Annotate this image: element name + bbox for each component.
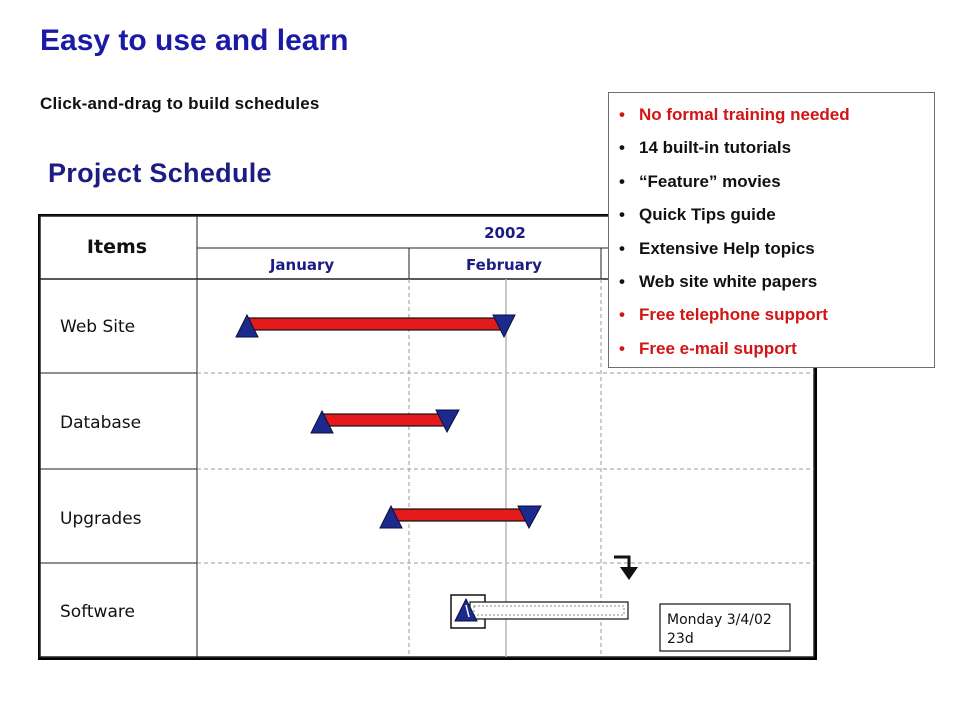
feature-text: Free telephone support — [639, 305, 828, 325]
month-label-february: February — [466, 256, 542, 274]
feature-item — [619, 202, 934, 235]
bullet-icon: • — [619, 271, 625, 291]
bullet-icon: • — [619, 305, 625, 325]
bullet-icon: • — [619, 238, 625, 258]
feature-item — [619, 102, 934, 135]
date-tooltip — [660, 604, 790, 651]
feature-item — [619, 302, 934, 335]
row-label-database: Database — [60, 413, 142, 433]
bullet-icon: • — [619, 105, 625, 124]
features-callout — [608, 92, 935, 368]
feature-item — [619, 269, 934, 302]
bullet-icon: • — [619, 338, 625, 358]
bullet-icon: • — [619, 205, 625, 225]
row-label-web-site: Web Site — [60, 317, 136, 337]
feature-item — [619, 135, 934, 168]
feature-text: Web site white papers — [639, 271, 818, 291]
tooltip-date: Monday 3/4/02 — [667, 612, 772, 628]
slide-subtitle: Click-and-drag to build schedules — [40, 94, 320, 113]
feature-text: 14 built-in tutorials — [639, 138, 792, 158]
feature-text: “Feature” movies — [639, 171, 781, 191]
feature-text: Free e-mail support — [639, 338, 797, 358]
schedule-title: Project Schedule — [48, 158, 272, 188]
month-label-january: January — [269, 256, 335, 274]
drag-outline-bar — [470, 602, 628, 619]
slide-title: Easy to use and learn — [40, 24, 349, 57]
feature-text: No formal training needed — [639, 105, 850, 124]
items-header: Items — [86, 236, 148, 258]
features-list — [619, 102, 934, 369]
year-label: 2002 — [484, 224, 526, 242]
tooltip-duration: 23d — [667, 631, 694, 647]
feature-text: Extensive Help topics — [639, 238, 815, 258]
row-label-software: Software — [60, 602, 135, 622]
feature-text: Quick Tips guide — [639, 205, 776, 225]
row-label-upgrades: Upgrades — [60, 509, 142, 529]
bullet-icon: • — [619, 138, 625, 158]
bullet-icon: • — [619, 171, 625, 191]
feature-item — [619, 336, 934, 369]
feature-item — [619, 169, 934, 202]
feature-item — [619, 236, 934, 269]
